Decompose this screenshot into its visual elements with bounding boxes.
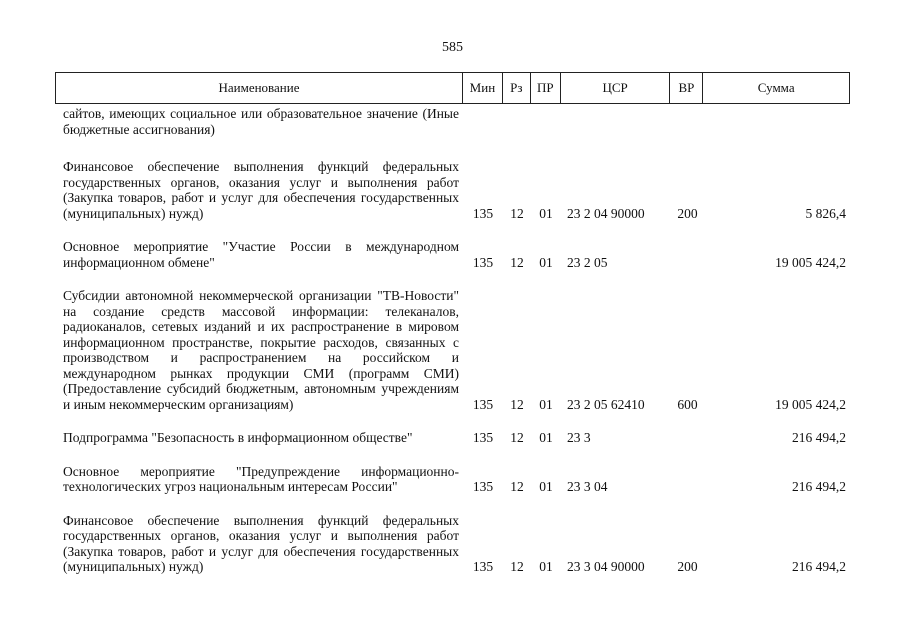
row-rz: 12 [510, 396, 524, 412]
row-pr: 01 [539, 559, 553, 574]
row-min: 135 [472, 396, 494, 412]
column-header-vr: ВР [670, 73, 703, 103]
row-min: 135 [472, 254, 494, 270]
row-pr: 01 [539, 430, 553, 445]
row-name: Финансовое обеспечение выполнения функций федеральных государственных органов, оказания услуг и выполнения работ (Закупка товаров, работ и услуг для обеспечения государственных (муниципальных) нужд) [63, 512, 459, 574]
row-vr: 200 [677, 559, 698, 574]
table-row [55, 288, 850, 412]
row-csr: 23 2 05 [567, 254, 608, 270]
row-rz: 12 [510, 430, 524, 445]
row-csr: 23 3 04 90000 [567, 559, 645, 574]
row-pr: 01 [539, 254, 553, 270]
row-name: Основное мероприятие "Участие России в международном информационном обмене" [63, 239, 459, 270]
row-min: 135 [472, 479, 494, 494]
row-rz: 12 [510, 254, 524, 270]
column-header-pr: ПР [531, 73, 561, 103]
row-pr: 01 [539, 396, 553, 412]
row-csr: 23 3 04 [567, 479, 608, 494]
row-sum: 5 826,4 [805, 205, 846, 221]
table-header [55, 72, 850, 104]
row-min: 135 [472, 205, 494, 221]
row-name: сайтов, имеющих социальное или образовательное значение (Иные бюджетные ассигнования) [63, 106, 459, 137]
table-row [55, 430, 850, 446]
row-name: Подпрограмма "Безопасность в информационном обществе" [63, 430, 413, 445]
row-sum: 19 005 424,2 [775, 396, 846, 412]
row-min: 135 [472, 430, 494, 445]
row-rz: 12 [510, 479, 524, 494]
row-name: Субсидии автономной некоммерческой организации "ТВ-Новости" на создание средств массовой информации: телеканалов, радиоканалов, сетевых изданий и их распространение в мировом информационном пространстве, покрытие расходов, связанных с производством и распространением на российском и международном рынках продукции СМИ (программ СМИ) (Предоставление субсидий бюджетным, автономным учреждениям и иным некоммерческим организациям) [63, 288, 459, 412]
row-pr: 01 [539, 205, 553, 221]
row-sum: 19 005 424,2 [775, 254, 846, 270]
row-rz: 12 [510, 559, 524, 574]
table-row [55, 513, 850, 575]
row-name: Основное мероприятие "Предупреждение информационно-технологических угроз национальным интересам России" [63, 463, 459, 494]
row-sum: 216 494,2 [792, 479, 846, 494]
column-header-csr: ЦСР [561, 73, 671, 103]
table-body [55, 106, 850, 593]
column-header-rz: Рз [503, 73, 531, 103]
row-sum: 216 494,2 [792, 430, 846, 445]
row-min: 135 [472, 559, 494, 574]
column-header-sum: Сумма [757, 80, 795, 95]
row-rz: 12 [510, 205, 524, 221]
row-vr: 200 [677, 205, 698, 221]
column-header-min: Мин [463, 73, 503, 103]
row-csr: 23 2 05 62410 [567, 396, 645, 412]
row-sum: 216 494,2 [792, 559, 846, 574]
page-number: 585 [442, 40, 463, 55]
table-row [55, 464, 850, 495]
row-pr: 01 [539, 479, 553, 494]
row-name: Финансовое обеспечение выполнения функций федеральных государственных органов, оказания услуг и выполнения работ (Закупка товаров, работ и услуг для обеспечения государственных (муниципальных) нужд) [63, 159, 459, 221]
table-row [55, 106, 850, 137]
table-row [55, 239, 850, 270]
row-vr: 600 [677, 396, 698, 412]
column-header-name: Наименование [56, 73, 463, 103]
row-csr: 23 3 [567, 430, 591, 445]
row-csr: 23 2 04 90000 [567, 205, 645, 221]
table-row [55, 159, 850, 221]
